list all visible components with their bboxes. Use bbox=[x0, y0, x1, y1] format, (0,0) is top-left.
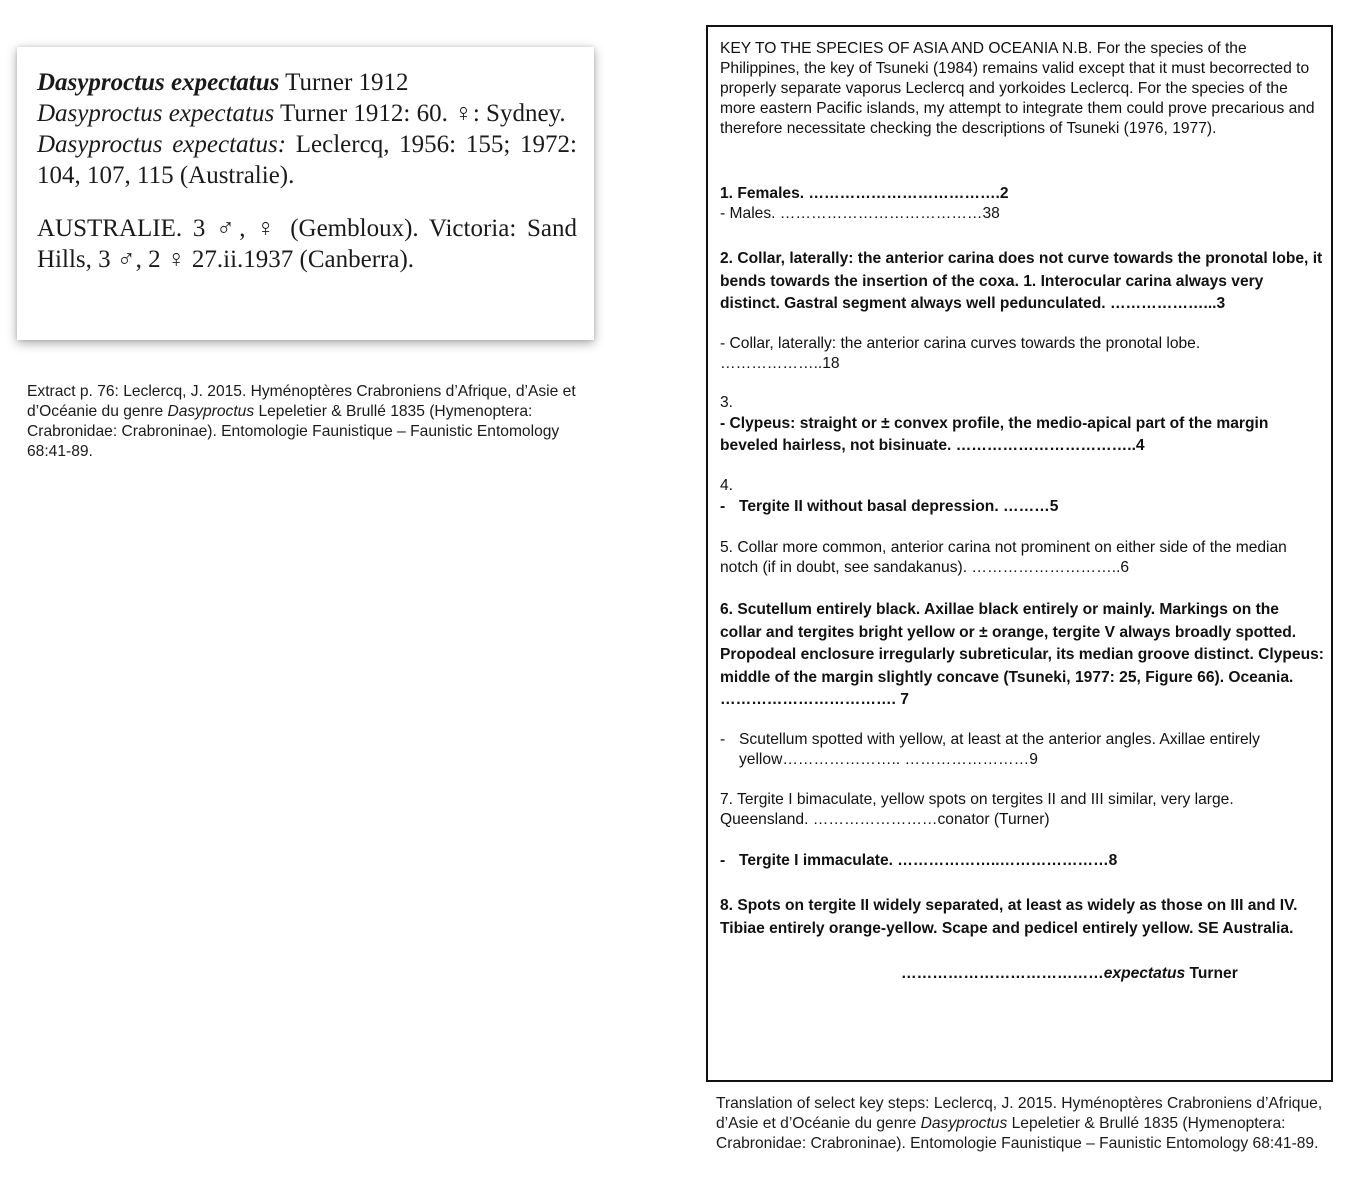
key-content bbox=[720, 39, 1324, 984]
caption-right: Translation of select key steps: Leclercq, J. 2015. Hyménoptères Crabroniens d’Afrique, d’Asie et d’Océanie du genre Dasyproctus Lepeletier & Brullé 1835 (Hymenoptera: Crabronidae: Crabroninae). Entomologie Faunistique – Faunistic Entomology 68:41-89. bbox=[716, 1095, 1323, 1152]
couplet-6b: - Scutellum spotted with yellow, at least at the anterior angles. Axillae entirely yellow………………….. ……………………9 bbox=[720, 730, 1260, 768]
extract-records: AUSTRALIE. 3 ♂, ♀ (Gembloux). Victoria: Sand Hills, 3 ♂, 2 ♀ 27.ii.1937 (Canberra). bbox=[37, 215, 577, 273]
extract-citation-2: Dasyproctus expectatus: Leclercq, 1956: 155; 1972: 104, 107, 115 (Australie). bbox=[37, 131, 577, 189]
couplet-8a: 8. Spots on tergite II widely separated, at least as widely as those on III and IV. Tibiae entirely orange-yellow. Scape and pedicel entirely yellow. SE Australia. bbox=[720, 897, 1298, 937]
couplet-8-result: …………………………………expectatus Turner bbox=[901, 965, 1238, 982]
key-box bbox=[706, 25, 1333, 1082]
couplet-2b: - Collar, laterally: the anterior carina curves towards the pronotal lobe. ………………..18 bbox=[720, 334, 1201, 372]
dash-marker: - bbox=[720, 497, 726, 515]
couplet-4a: - Tergite II without basal depression. ………5 bbox=[720, 496, 1324, 519]
couplet-1b: - Males. …………………………………38 bbox=[720, 205, 1000, 222]
couplet-1a: 1. Females. ……………………………….2 bbox=[720, 185, 1009, 202]
couplet-3-number: 3. bbox=[720, 393, 734, 411]
couplet-7a: 7. Tergite I bimaculate, yellow spots on tergites II and III similar, very large. Queensland. ……………………conator (Turner) bbox=[720, 790, 1234, 828]
couplet-6a: 6. Scutellum entirely black. Axillae black entirely or mainly. Markings on the collar and tergites bright yellow or ± orange, tergite V always broadly spotted. Propodeal enclosure irregularly subreticular, its median groove distinct. Clypeus: middle of the margin slightly concave (Tsuneki, 1977: 25, Figure 66). Oceania. ……………………………. 7 bbox=[720, 601, 1324, 708]
couplet-2a: 2. Collar, laterally: the anterior carina does not curve towards the pronotal lobe, it bends towards the insertion of the coxa. 1. Interocular carina always very distinct. Gastral segment always well pedunculated. ………………...3 bbox=[720, 250, 1323, 312]
caption-left: Extract p. 76: Leclercq, J. 2015. Hyménoptères Crabroniens d’Afrique, d’Asie et d’Océanie du genre Dasyproctus Lepeletier & Brullé 1835 (Hymenoptera: Crabronidae: Crabroninae). Entomologie Faunistique – Faunistic Entomology 68:41-89. bbox=[27, 383, 576, 460]
key-intro: KEY TO THE SPECIES OF ASIA AND OCEANIA N.B. For the species of the Philippines, the key of Tsuneki (1984) remains valid except that it must becorrected to properly separate vaporus Leclercq and yorkoides Leclercq. For the species of the more eastern Pacific islands, my attempt to integrate them could prove precarious and therefore necessitate checking the descriptions of Tsuneki (1976, 1977). bbox=[720, 40, 1315, 137]
extract-text bbox=[37, 67, 577, 275]
extract-heading: Dasyproctus expectatus Turner 1912 bbox=[37, 69, 409, 96]
dash-marker: - bbox=[720, 730, 726, 748]
dash-marker: - bbox=[720, 851, 726, 869]
couplet-5a: 5. Collar more common, anterior carina not prominent on either side of the median notch (if in doubt, see sandakanus). ………………………..6 bbox=[720, 539, 1287, 576]
couplet-7b: - Tergite I immaculate. ………………..…………………8 bbox=[720, 850, 1324, 873]
couplet-3a: - Clypeus: straight or ± convex profile, the medio-apical part of the margin beveled hairless, not bisinuate. ……………………………..4 bbox=[720, 414, 1269, 454]
couplet-4-number: 4. bbox=[720, 476, 734, 494]
extract-citation-1: Dasyproctus expectatus Turner 1912: 60. ♀: Sydney. bbox=[37, 100, 566, 127]
extract-image bbox=[17, 47, 594, 340]
